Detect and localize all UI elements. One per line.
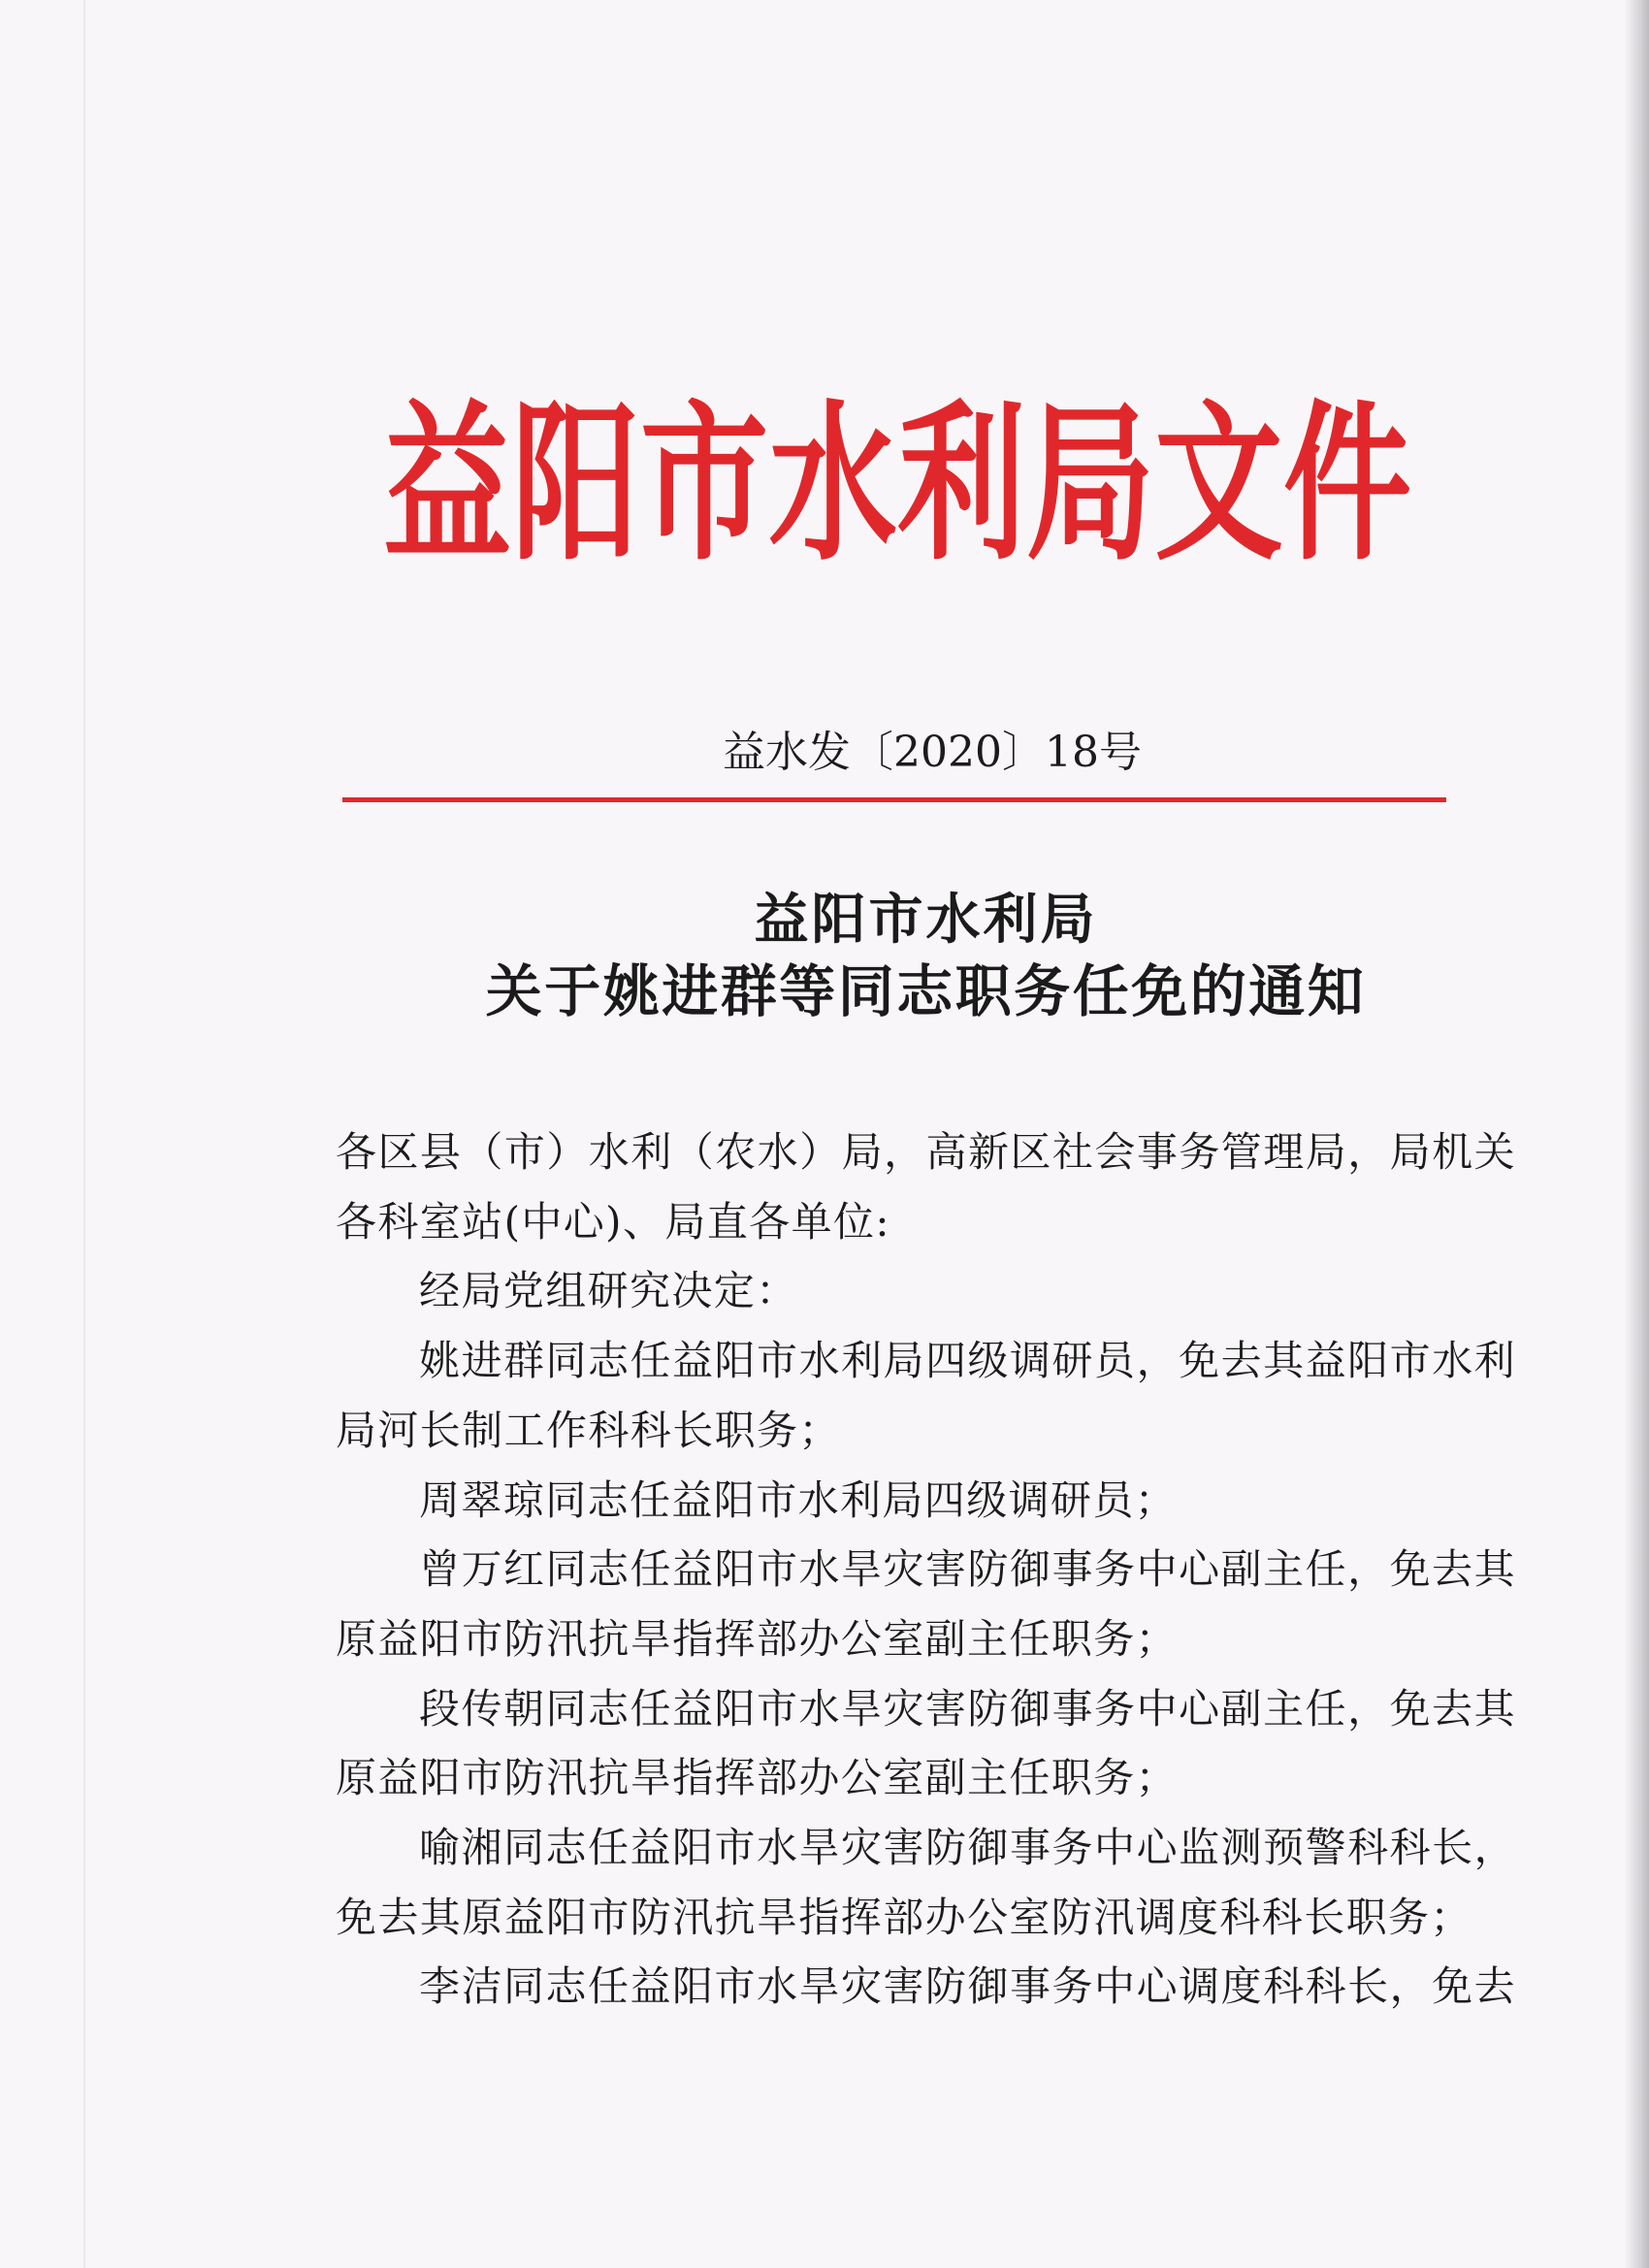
body-line: 各区县（市）水利（农水）局，高新区社会事务管理局，局机关 (336, 1128, 1516, 1176)
body-line: 周翠琼同志任益阳市水利局四级调研员； (419, 1476, 1178, 1524)
document-number: 益水发〔2020〕18号 (723, 728, 1142, 777)
document-header-title: 益阳市水利局文件 (383, 385, 1411, 585)
body-line: 喻湘同志任益阳市水旱灾害防御事务中心监测预警科科长， (419, 1824, 1516, 1871)
body-line: 经局党组研究决定： (419, 1267, 798, 1314)
scan-left-edge (83, 0, 85, 2268)
body-line: 原益阳市防汛抗旱指挥部办公室副主任职务； (336, 1754, 1179, 1801)
notice-title-line-1: 益阳市水利局 (754, 888, 1098, 952)
body-line: 免去其原益阳市防汛抗旱指挥部办公室防汛调度科科长职务； (336, 1894, 1472, 1941)
body-line: 局河长制工作科科长职务； (336, 1407, 841, 1454)
red-separator-rule (342, 797, 1446, 802)
notice-title-line-2: 关于姚进群等同志职务任免的通知 (485, 958, 1367, 1024)
body-line: 各科室站(中心)、局直各单位: (336, 1198, 890, 1246)
body-line: 李洁同志任益阳市水旱灾害防御事务中心调度科科长，免去 (419, 1962, 1516, 2010)
scan-edge-shadow (1624, 0, 1649, 2268)
body-line: 原益阳市防汛抗旱指挥部办公室副主任职务； (336, 1615, 1179, 1663)
body-line: 曾万红同志任益阳市水旱灾害防御事务中心副主任，免去其 (419, 1545, 1516, 1593)
body-line: 姚进群同志任益阳市水利局四级调研员，免去其益阳市水利 (419, 1337, 1516, 1384)
body-line: 段传朝同志任益阳市水旱灾害防御事务中心副主任，免去其 (419, 1685, 1516, 1733)
